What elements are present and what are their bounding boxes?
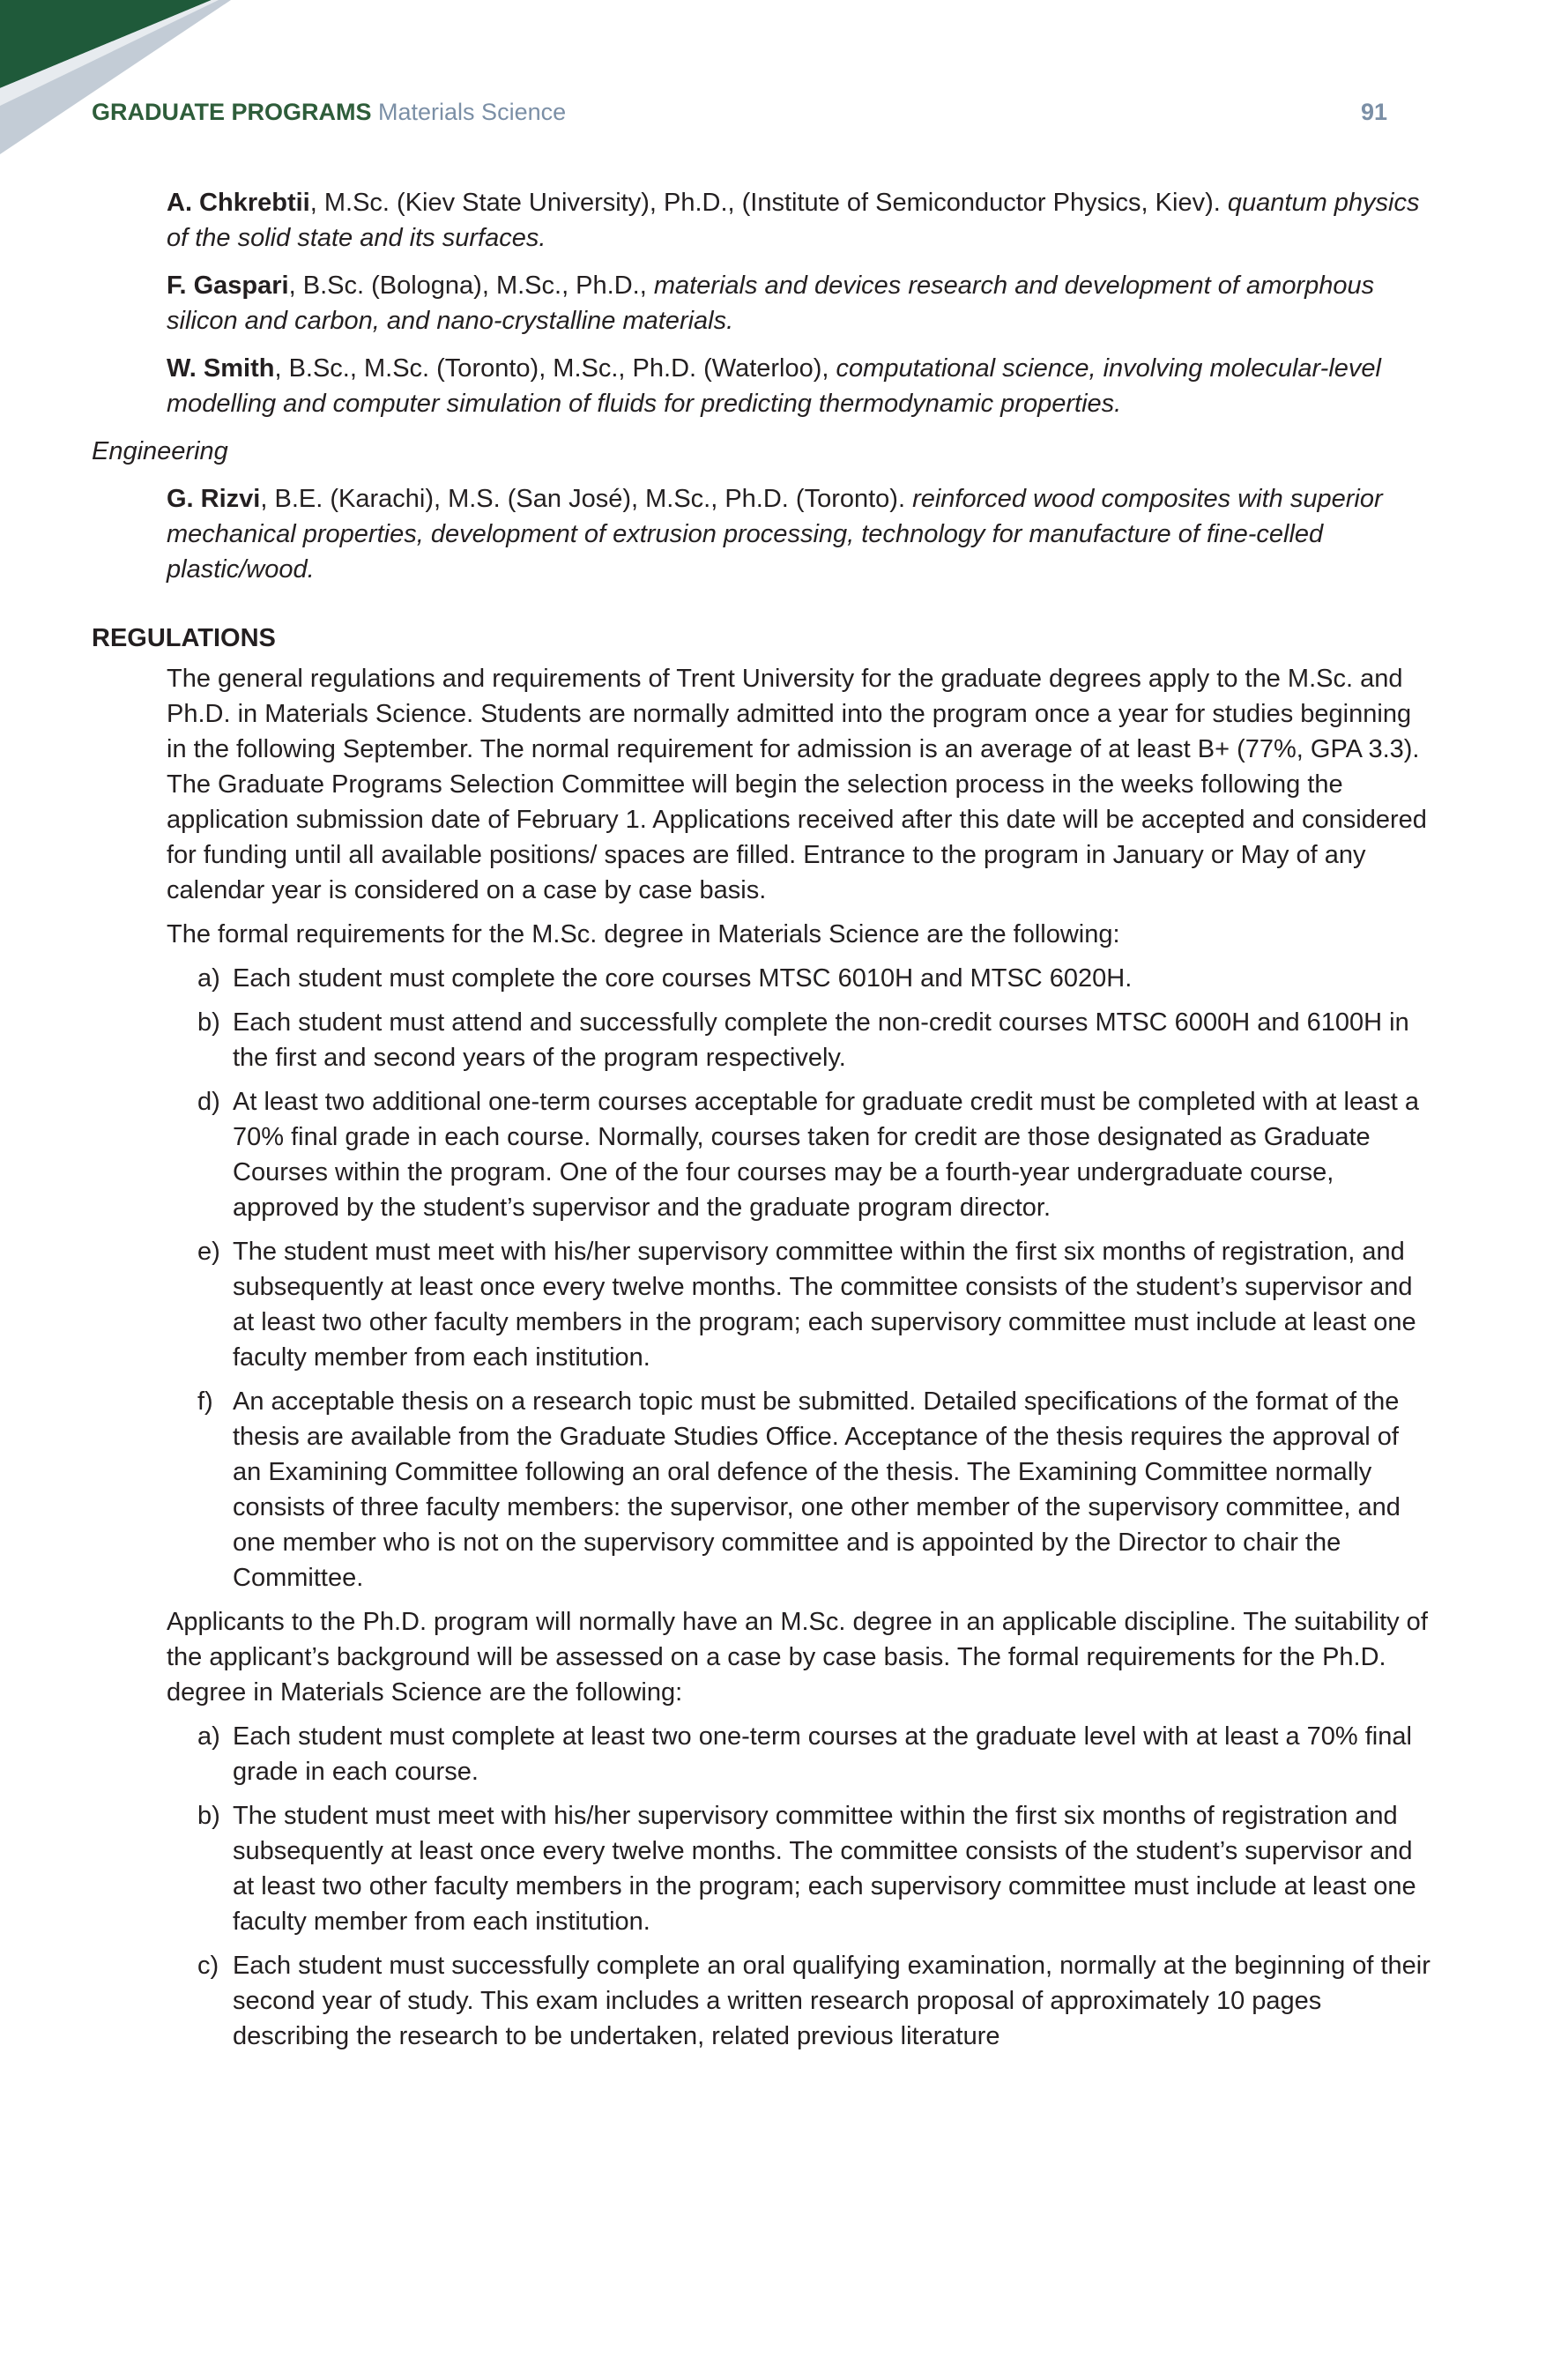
department-label: Engineering: [92, 437, 228, 465]
requirement-label: d): [197, 1088, 220, 1116]
requirement-text: At least two additional one-term courses acceptable for graduate credit must be completed with at least a 70% final grade in each course. Normally, courses taken for credit are those designated as Graduate Courses within the program. One of the four courses may be a fourth-year undergraduate course, approved by the student’s supervisor and the graduate program director.: [233, 1088, 1419, 1222]
header-subsection: Materials Science: [378, 99, 567, 125]
faculty-research: computational science, involving molecular-level modelling and computer simulation of fluids for predicting thermodynamic properties.: [167, 354, 1381, 418]
msc-requirements-list: [197, 961, 1431, 1595]
faculty-entry: [167, 481, 1431, 587]
faculty-name: G. Rizvi: [167, 485, 261, 513]
requirement-label: b): [197, 1802, 220, 1830]
faculty-name: A. Chkrebtii: [167, 189, 310, 217]
faculty-entry: [167, 351, 1431, 421]
requirement-text: Each student must attend and successfully complete the non-credit courses MTSC 6000H and 6100H in the first and second years of the program respectively.: [233, 1008, 1409, 1072]
faculty-credentials: , B.Sc., M.Sc. (Toronto), M.Sc., Ph.D. (Waterloo),: [274, 354, 836, 383]
msc-intro: The formal requirements for the M.Sc. degree in Materials Science are the following:: [167, 920, 1120, 948]
faculty-research: reinforced wood composites with superior mechanical properties, development of extrusion processing, technology for manufacture of fine-celled plastic/wood.: [167, 485, 1383, 584]
requirement-text: The student must meet with his/her supervisory committee within the first six months of registration, and subsequently at least once every twelve months. The committee consists of the student’s supervisor and at least two other faculty members in the program; each supervisory committee must include at least one faculty member from each institution.: [233, 1238, 1416, 1372]
requirement-label: a): [197, 964, 220, 993]
faculty-credentials: , B.E. (Karachi), M.S. (San José), M.Sc., Ph.D. (Toronto).: [260, 485, 913, 513]
faculty-research: quantum physics of the solid state and its surfaces.: [167, 189, 1420, 252]
regulations-heading: REGULATIONS: [92, 624, 276, 652]
phd-requirements-list: [197, 1719, 1431, 2054]
requirement-label: a): [197, 1722, 220, 1751]
faculty-credentials: , M.Sc. (Kiev State University), Ph.D., (Institute of Semiconductor Physics, Kiev).: [309, 189, 1228, 217]
requirement-label: c): [197, 1952, 219, 1980]
requirement-label: f): [197, 1387, 213, 1416]
requirement-text: Each student must successfully complete an oral qualifying examination, normally at the beginning of their second year of study. This exam includes a written research proposal of approximately 10 pages describing the research to be undertaken, related previous literature: [233, 1952, 1430, 2050]
page-body: [92, 185, 1431, 2063]
requirement-item: [197, 1084, 1431, 1225]
faculty-entry: [167, 185, 1431, 256]
regulations-intro: The general regulations and requirements of Trent University for the graduate degrees apply to the M.Sc. and Ph.D. in Materials Science. Students are normally admitted into the program once a year for studies beginning in the following September. The normal requirement for admission is an average of at least B+ (77%, GPA 3.3). The Graduate Programs Selection Committee will begin the selection process in the weeks following the application submission date of February 1. Applications received after this date will be accepted and considered for funding until all available positions/ spaces are filled. Entrance to the program in January or May of any calendar year is considered on a case by case basis.: [167, 665, 1427, 904]
requirement-item: [197, 1384, 1431, 1595]
faculty-name: F. Gaspari: [167, 271, 289, 300]
requirement-item: [197, 1234, 1431, 1375]
faculty-name: W. Smith: [167, 354, 275, 383]
requirement-item: [197, 1719, 1431, 1789]
header-title: [92, 99, 566, 126]
faculty-credentials: , B.Sc. (Bologna), M.Sc., Ph.D.,: [288, 271, 654, 300]
requirement-item: [197, 1798, 1431, 1939]
faculty-list: [92, 185, 1431, 421]
running-header: [92, 99, 1387, 138]
phd-intro: Applicants to the Ph.D. program will normally have an M.Sc. degree in an applicable discipline. The suitability of the applicant’s background will be assessed on a case by case basis. The formal requirements for the Ph.D. degree in Materials Science are the following:: [167, 1608, 1428, 1707]
requirement-item: [197, 961, 1431, 996]
requirement-label: b): [197, 1008, 220, 1037]
page-number: 91: [1360, 99, 1387, 125]
requirement-item: [197, 1005, 1431, 1075]
requirement-item: [197, 1948, 1431, 2054]
faculty-entry: [167, 268, 1431, 338]
requirement-text: The student must meet with his/her supervisory committee within the first six months of registration and subsequently at least once every twelve months. The committee consists of the student’s supervisor and at least two other faculty members in the program; each supervisory committee must include at least one faculty member from each institution.: [233, 1802, 1416, 1936]
requirement-text: Each student must complete the core courses MTSC 6010H and MTSC 6020H.: [233, 964, 1133, 993]
faculty-list-engineering: [92, 481, 1431, 587]
faculty-research: materials and devices research and development of amorphous silicon and carbon, and nano-crystalline materials.: [167, 271, 1375, 335]
requirement-text: Each student must complete at least two one-term courses at the graduate level with at least a 70% final grade in each course.: [233, 1722, 1412, 1786]
requirement-text: An acceptable thesis on a research topic must be submitted. Detailed specifications of the format of the thesis are available from the Graduate Studies Office. Acceptance of the thesis requires the approval of an Examining Committee following an oral defence of the thesis. The Examining Committee normally consists of three faculty members: the supervisor, one other member of the supervisory committee, and one member who is not on the supervisory committee and is appointed by the Director to chair the Committee.: [233, 1387, 1401, 1592]
requirement-label: e): [197, 1238, 220, 1266]
header-section: GRADUATE PROGRAMS: [92, 99, 372, 125]
